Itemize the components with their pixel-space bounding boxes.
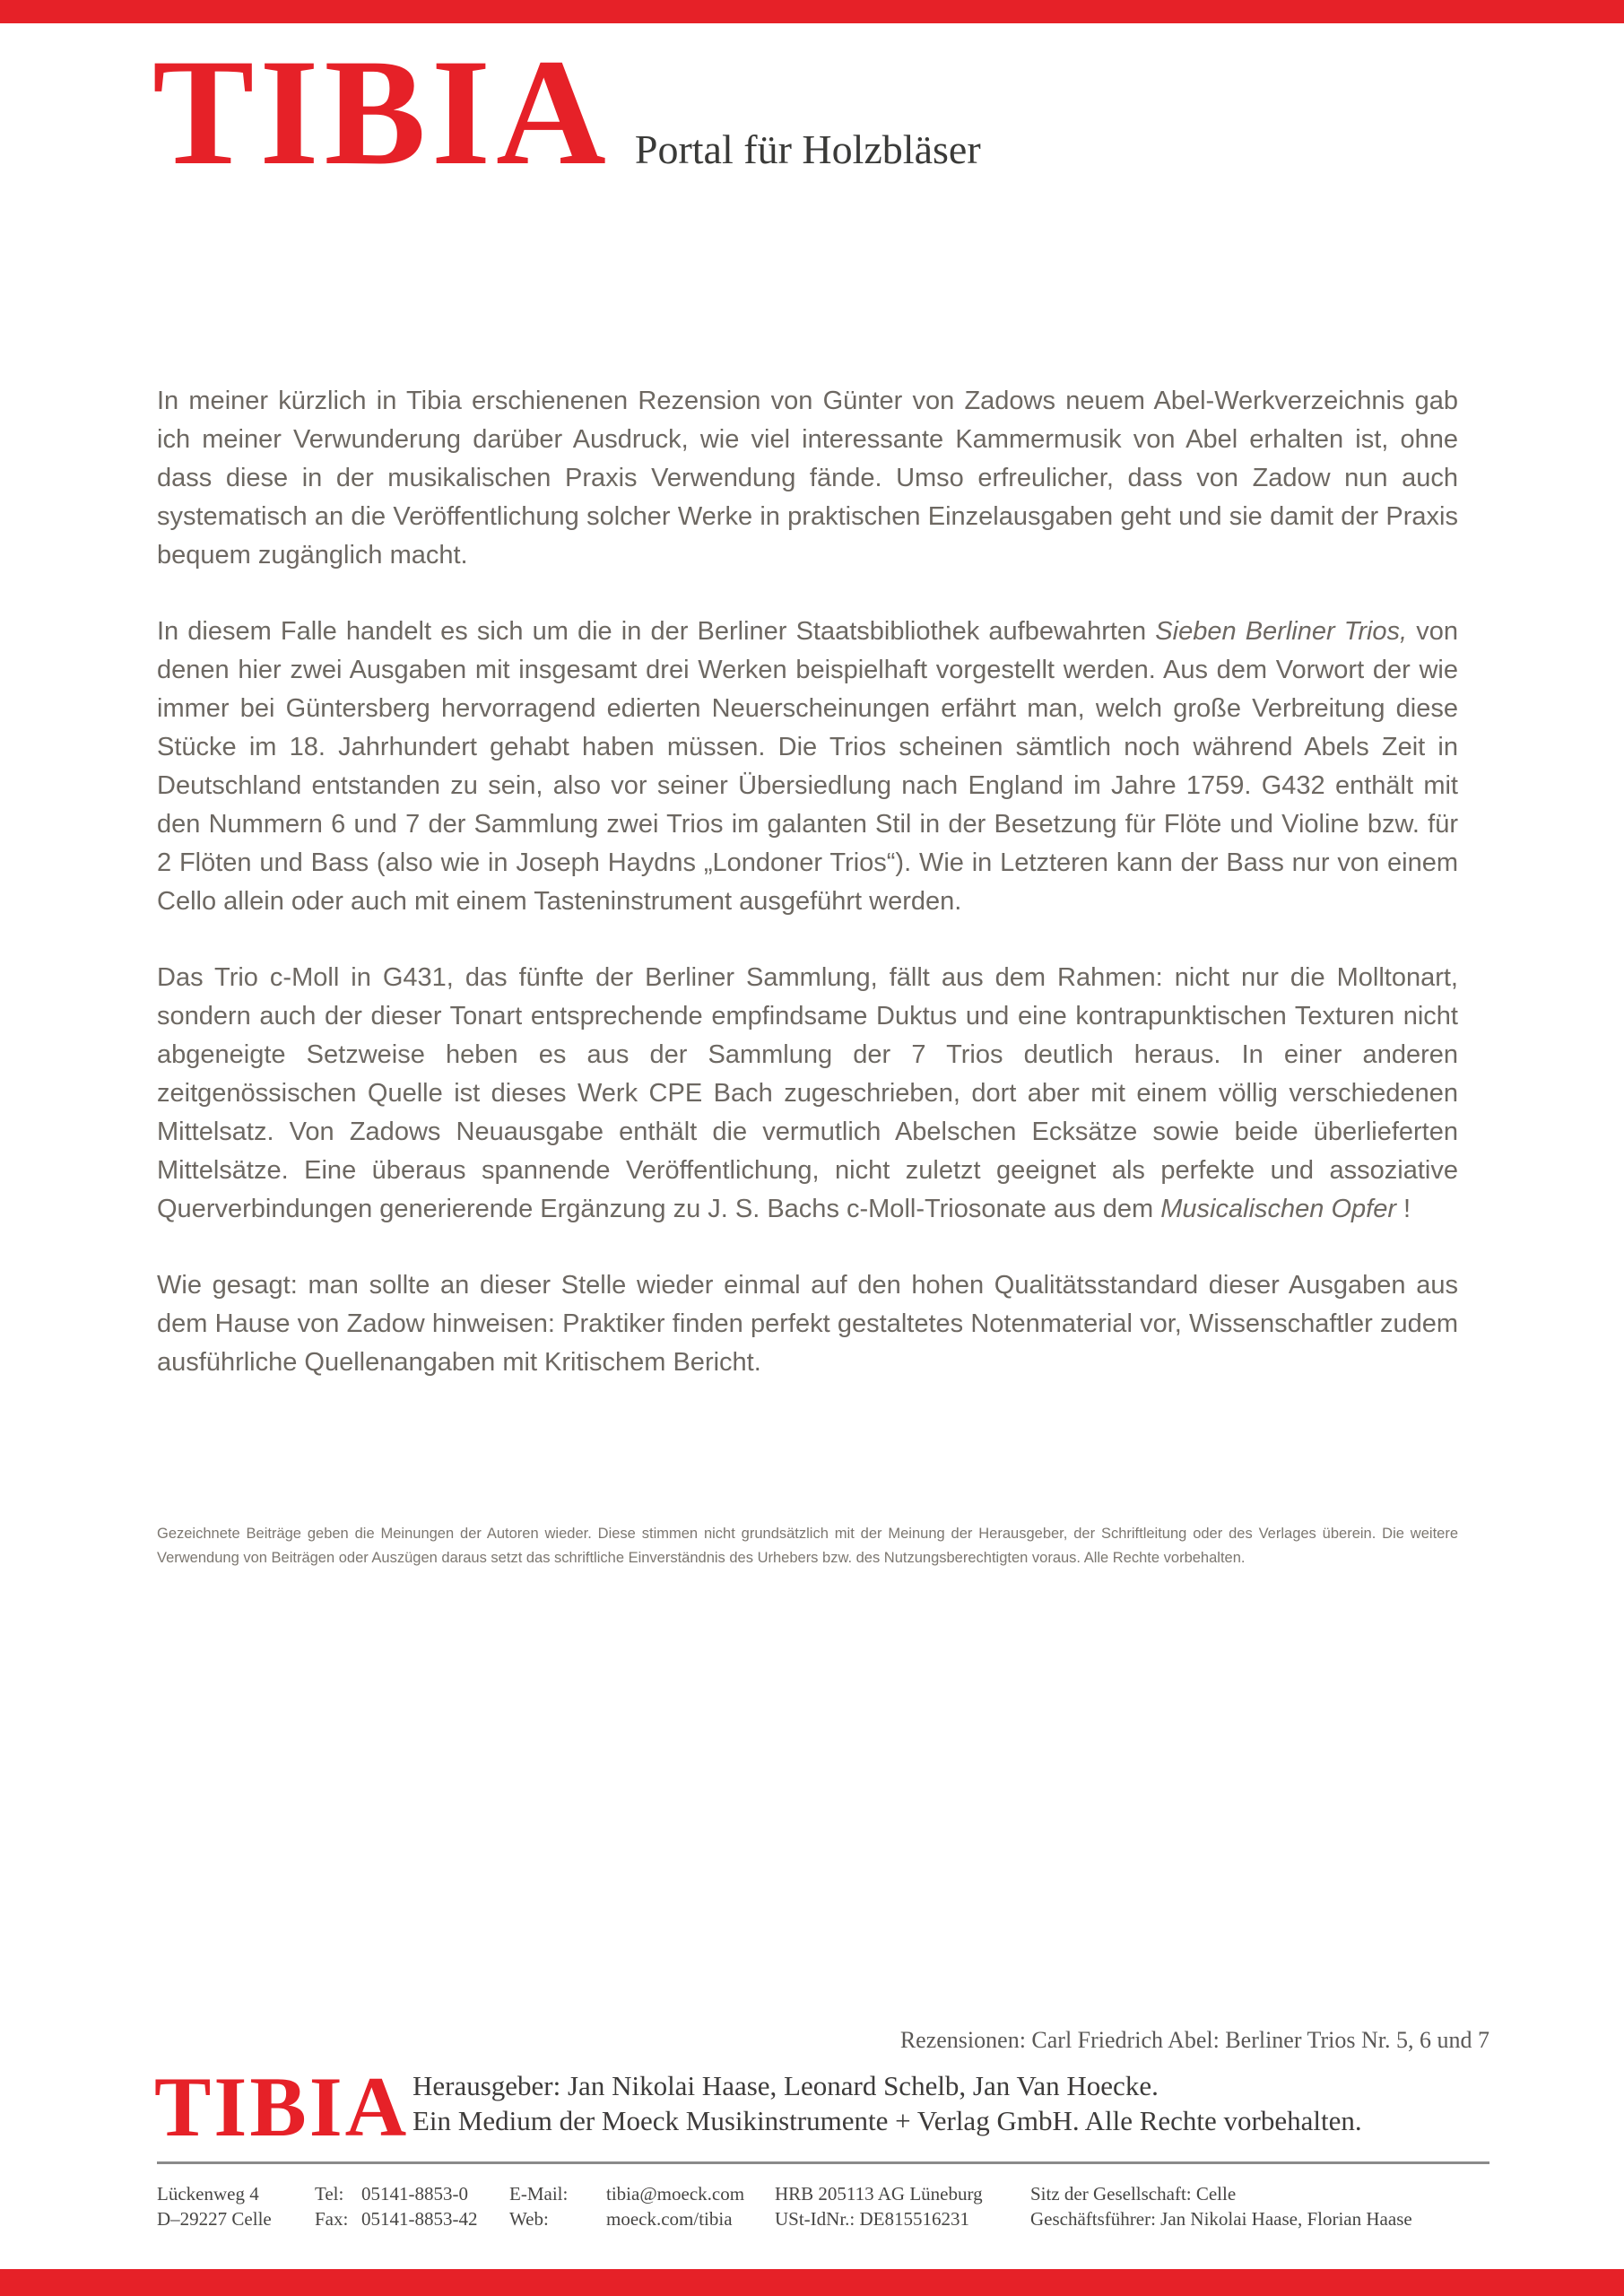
contact-phone <box>315 2181 509 2231</box>
contact-registry <box>775 2181 1030 2231</box>
paragraph-2 <box>157 613 1458 921</box>
paragraph-3-text: ! <box>1395 1195 1411 1223</box>
web-line <box>509 2206 775 2231</box>
paragraph-1: In meiner kürzlich in Tibia erschienenen Rezension von Günter von Zadows neuem Abel-Werkverzeichnis gab ich meiner Verwunderung darüber Ausdruck, wie viel interessante Kammermusik von Abel erhalten ist, ohne dass diese in der musikalischen Praxis Verwendung fände. Umso erfreulicher, dass von Zadow nun auch systematisch an die Veröffentlichung solcher Werke in praktischen Einzelausgaben geht und sie damit der Praxis bequem zugänglich macht. <box>157 387 1458 570</box>
header <box>152 28 1489 196</box>
publisher-block <box>413 2068 1489 2138</box>
paragraph-3-text: Das Trio c-Moll in G431, das fünfte der Berliner Sammlung, fällt aus dem Rahmen: nicht nur die Molltonart, sondern auch der dieser Tonart entsprechende empfindsame Duktus und eine kontrapunktischen Texturen nicht abgeneigte Setzweise heben es aus der Sammlung der 7 Trios deutlich heraus. In einer anderen zeitgenössischen Quelle ist dieses Werk CPE Bach zugeschrieben, dort aber mit einem völlig verschiedenen Mittelsatz. Von Zadows Neuausgabe enthält die vermutlich Abelschen Ecksätze sowie beide überlieferten Mittelsätze. Eine überaus spannende Veröffentlichung, nicht zuletzt geeignet als perfekte und assoziative Querverbindungen generierende Ergänzung zu J. S. Bachs c-Moll-Triosonate aus dem <box>157 963 1458 1223</box>
tel-number: 05141-8853-0 <box>361 2183 468 2205</box>
top-red-bar <box>0 0 1624 23</box>
article-body <box>157 382 1458 1420</box>
fax-line <box>315 2206 509 2231</box>
paragraph-4: Wie gesagt: man sollte an dieser Stelle wieder einmal auf den hohen Qualitätsstandard dieser Ausgaben aus dem Hause von Zadow hinweisen: Praktiker finden perfekt gestaltetes Notenmaterial vor, Wissenschaftler zudem ausführliche Quellenangaben mit Kritischem Bericht. <box>157 1271 1458 1377</box>
address-line-2: D–29227 Celle <box>157 2208 272 2230</box>
disclaimer-fineprint: Gezeichnete Beiträge geben die Meinungen der Autoren wieder. Diese stimmen nicht grundsätzlich mit der Meinung der Herausgeber, der Schriftleitung oder des Verlages überein. Die weitere Verwendung von Beiträgen oder Auszügen daraus setzt das schriftliche Einverständnis des Urhebers bzw. des Nutzungsberechtigten voraus. Alle Rechte vorbehalten. <box>157 1526 1458 1566</box>
publisher-line: Herausgeber: Jan Nikolai Haase, Leonard Schelb, Jan Van Hoecke. <box>413 2070 1159 2101</box>
tagline: Portal für Holzbläser <box>634 126 981 172</box>
tel-label: Tel: <box>315 2183 344 2205</box>
company-managers-line: Geschäftsführer: Jan Nikolai Haase, Florian Haase <box>1030 2208 1412 2230</box>
paragraph-3 <box>157 959 1458 1229</box>
contact-info <box>157 2181 1489 2231</box>
review-reference: Rezensionen: Carl Friedrich Abel: Berliner Trios Nr. 5, 6 und 7 <box>899 2027 1489 2053</box>
fax-number: 05141-8853-42 <box>361 2208 478 2230</box>
contact-company <box>1030 2181 1489 2231</box>
registry-line-2: USt-IdNr.: DE815516231 <box>775 2208 969 2230</box>
email-line <box>509 2181 775 2206</box>
fax-label: Fax: <box>315 2208 349 2230</box>
tibia-logo: TIBIA <box>152 28 612 196</box>
email-label: E-Mail: <box>509 2183 569 2205</box>
paragraph-2-text: In diesem Falle handelt es sich um die in der Berliner Staatsbibliothek aufbewahrten <box>157 617 1156 646</box>
paragraph-2-text: von denen hier zwei Ausgaben mit insgesamt drei Werken beispielhaft vorgestellt werden. Aus dem Vorwort der wie immer bei Güntersberg hervorragend edierten Neuerscheinungen erfährt man, welch große Verbreitung diese Stücke im 18. Jahrhundert gehabt haben müssen. Die Trios scheinen sämtlich noch während Abels Zeit in Deutschland entstanden zu sein, also vor seiner Übersiedlung nach England im Jahre 1759. G432 enthält mit den Nummern 6 und 7 der Sammlung zwei Trios im galanten Stil in der Besetzung für Flöte und Violine bzw. für 2 Flöten und Bass (also wie in Joseph Haydns „Londoner Trios“). Wie in Letzteren kann der Bass nur von einem Cello allein oder auch mit einem Tasteninstrument ausgeführt werden. <box>157 617 1458 916</box>
web-value: moeck.com/tibia <box>606 2208 733 2230</box>
registry-line-1: HRB 205113 AG Lüneburg <box>775 2183 983 2205</box>
paragraph-3-italic: Musicalischen Opfer <box>1160 1195 1396 1223</box>
paragraph-2-italic: Sieben Berliner Trios, <box>1155 617 1408 646</box>
footer-divider <box>157 2161 1489 2164</box>
company-seat-line: Sitz der Gesellschaft: Celle <box>1030 2183 1237 2205</box>
tel-line <box>315 2181 509 2206</box>
web-label: Web: <box>509 2208 549 2230</box>
address-line-1: Lückenweg 4 <box>157 2183 259 2205</box>
email-value: tibia@moeck.com <box>606 2183 745 2205</box>
contact-address <box>157 2181 315 2231</box>
imprint-line: Ein Medium der Moeck Musikinstrumente + Verlag GmbH. Alle Rechte vorbehalten. <box>413 2105 1362 2136</box>
bottom-red-bar <box>0 2269 1624 2296</box>
tibia-footer-logo: TIBIA <box>154 2059 410 2154</box>
contact-online <box>509 2181 775 2231</box>
